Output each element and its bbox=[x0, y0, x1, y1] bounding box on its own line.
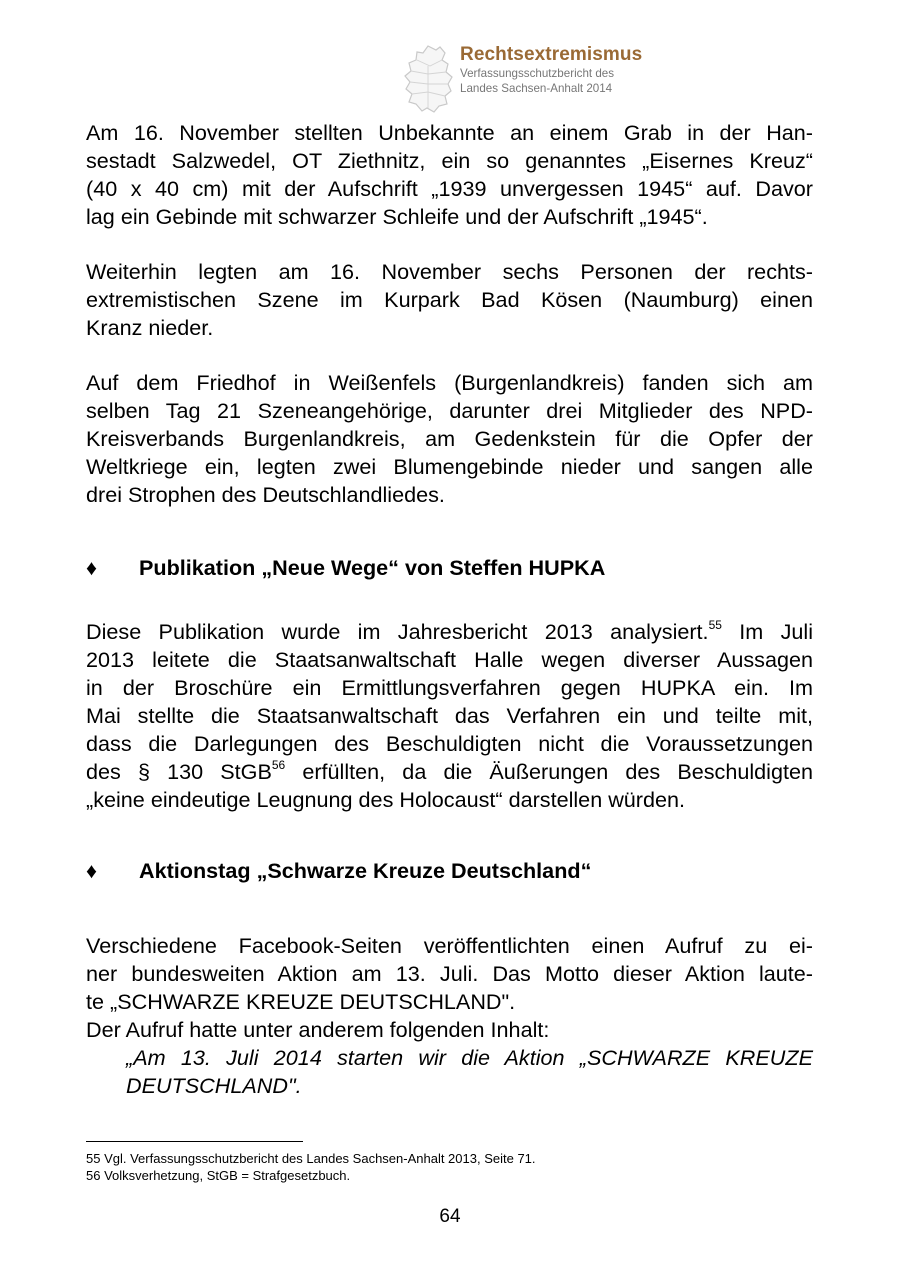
quote-line: „Am 13. Juli 2014 starten wir die Aktion „SCHWARZE KREUZE bbox=[126, 1045, 813, 1070]
paragraph-3 bbox=[86, 369, 813, 509]
text-line: Verschiedene Facebook-Seiten veröffentlichten einen Aufruf zu ei- bbox=[86, 933, 813, 958]
paragraph-4 bbox=[86, 618, 813, 814]
text-line: Kranz nieder. bbox=[86, 315, 214, 340]
text-line: dass die Darlegungen des Beschuldigten nicht die Voraussetzungen bbox=[86, 731, 813, 756]
sachsen-anhalt-map-icon bbox=[398, 44, 460, 114]
paragraph-1 bbox=[86, 119, 813, 231]
text-line: sestadt Salzwedel, OT Ziethnitz, ein so genanntes „Eisernes Kreuz“ bbox=[86, 148, 813, 173]
footnote-ref-56[interactable]: 56 bbox=[271, 758, 286, 772]
text-line: Kreisverbands Burgenlandkreis, am Gedenkstein für die Opfer der bbox=[86, 426, 813, 451]
footnote-55: 55 Vgl. Verfassungsschutzbericht des Landes Sachsen-Anhalt 2013, Seite 71. bbox=[86, 1151, 536, 1166]
text-line: lag ein Gebinde mit schwarzer Schleife und der Aufschrift „1945“. bbox=[86, 204, 708, 229]
header-subtitle-line1: Verfassungsschutzbericht des bbox=[460, 67, 615, 80]
footnote-divider bbox=[86, 1141, 303, 1142]
footnote-ref-55[interactable]: 55 bbox=[708, 618, 722, 632]
text-line: Am 16. November stellten Unbekannte an einem Grab in der Han- bbox=[86, 120, 813, 145]
page-number: 64 bbox=[439, 1206, 461, 1227]
text-line: ner bundesweiten Aktion am 13. Juli. Das Motto dieser Aktion laute- bbox=[86, 961, 813, 986]
text-line: (40 x 40 cm) mit der Aufschrift „1939 unvergessen 1945“ auf. Davor bbox=[86, 176, 813, 201]
text-line: selben Tag 21 Szeneangehörige, darunter drei Mitglieder des NPD- bbox=[86, 398, 813, 423]
text-line: 2013 leitete die Staatsanwaltschaft Halle wegen diverser Aussagen bbox=[86, 647, 813, 672]
quote-line: DEUTSCHLAND". bbox=[126, 1073, 302, 1098]
header-subtitle-line2: Landes Sachsen-Anhalt 2014 bbox=[460, 82, 613, 95]
text-line: Weiterhin legten am 16. November sechs Personen der rechts- bbox=[86, 259, 813, 284]
block-quote bbox=[126, 1044, 813, 1100]
heading-text: Aktionstag „Schwarze Kreuze Deutschland“ bbox=[139, 858, 592, 883]
text-line: extremistischen Szene im Kurpark Bad Kösen (Naumburg) einen bbox=[86, 287, 813, 312]
diamond-bullet-icon: ♦ bbox=[86, 858, 98, 883]
footnote-56: 56 Volksverhetzung, StGB = Strafgesetzbuch. bbox=[86, 1168, 351, 1183]
header-title: Rechtsextremismus bbox=[460, 44, 643, 65]
diamond-bullet-icon: ♦ bbox=[86, 555, 98, 580]
text-line: Diese Publikation wurde im Jahresbericht 2013 analysiert.$^{55}$ Im Juli bbox=[86, 618, 813, 644]
text-line: Mai stellte die Staatsanwaltschaft das Verfahren ein und teilte mit, bbox=[86, 703, 813, 728]
text-line: Der Aufruf hatte unter anderem folgenden Inhalt: bbox=[86, 1017, 550, 1042]
text-line: des § 130 StGB$^{56}$ erfüllten, da die Äußerungen des Beschuldigten bbox=[86, 758, 813, 784]
text-line: Weltkriege ein, legten zwei Blumengebinde nieder und sangen alle bbox=[86, 454, 813, 479]
text-line: te „SCHWARZE KREUZE DEUTSCHLAND". bbox=[86, 989, 516, 1014]
text-line: drei Strophen des Deutschlandliedes. bbox=[86, 482, 445, 507]
page-header bbox=[398, 40, 698, 115]
text-line: in der Broschüre ein Ermittlungsverfahren gegen HUPKA ein. Im bbox=[86, 675, 813, 700]
text-line: „keine eindeutige Leugnung des Holocaust“ darstellen würden. bbox=[86, 787, 686, 812]
text-line: Auf dem Friedhof in Weißenfels (Burgenlandkreis) fanden sich am bbox=[86, 370, 813, 395]
paragraph-5 bbox=[86, 932, 813, 1100]
paragraph-2 bbox=[86, 258, 813, 342]
heading-text: Publikation „Neue Wege“ von Steffen HUPKA bbox=[139, 555, 606, 580]
